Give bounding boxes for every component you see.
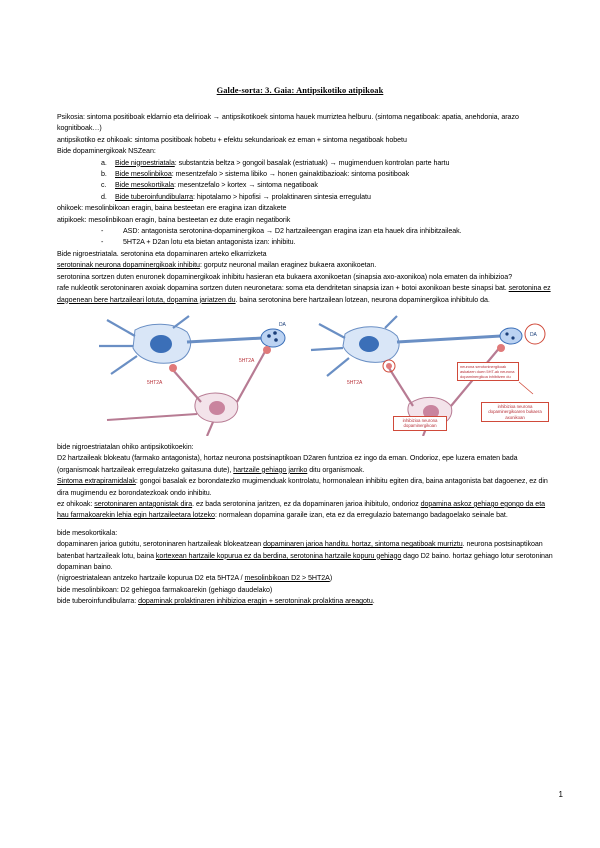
paragraph: bide tuberoinfundibularra: dopaminak prolaktinaren inhibizioa eragin + serotoninak prolaktina areagotu. bbox=[57, 597, 375, 606]
list-item: d. Bide tuberoinfundibularra: hipotalamo > hipofisi → prolaktinaren sintesia erregulatu bbox=[101, 192, 371, 201]
list-item: c. Bide mesokortikala: mesentzefalo > kortex → sintoma negatiboak bbox=[101, 181, 318, 190]
list-item-term: Bide nigroestriatala bbox=[115, 158, 175, 167]
neuron-figures bbox=[57, 306, 557, 442]
list-item: - ASD: antagonista serotonina-dopaminergikoa → D2 hartzaileengan eragina izan eta hauek dira inhibitzaileak. bbox=[101, 227, 462, 236]
label-5ht2a: 5HT2A bbox=[347, 379, 363, 386]
caption-box: inhibizioa neurona dopaminergikoaren bukaera axonikoan bbox=[481, 402, 549, 422]
paragraph: dopaminaren jarioa gutxitu, serotoninaren hartzaileak blokeatzean dopaminaren jarioa handitu. hortaz, sintoma negatiboak murriztu. neurona postsinaptikoan batenbat hartzaileak lotu, baina kortexean hartzaile kopurua ez da berdina, serotonina hartzaile kopuru gehiago dago D2 baino. hortaz gehiago lotur serotoninan dopaminan baino. bbox=[57, 540, 553, 571]
list-item: b. Bide mesolinbikoa: mesentzefalo > sistema libiko → honen gainaktibazioak: sintoma positiboak bbox=[101, 170, 410, 179]
list-item-term: Bide tuberoinfundibularra bbox=[115, 192, 194, 201]
paragraph: Sintoma extrapiramidalak: gongoi basalak ez borondatezko mugimenduak kontrolatu, hormonalean inhibitu egiten dira, baina antagonista bat dagoenez, ez din dira mugimendu ez borondatezkoak ondo inhibitu. bbox=[57, 477, 548, 497]
paragraph: (nigroestriatalean antzeko hartzaile kopurua D2 eta 5HT2A / mesolinbikoan D2 > 5HT2A) bbox=[57, 574, 333, 583]
caption-box: inhibizioa neurona dopaminergikoan bbox=[393, 416, 447, 431]
paragraph: D2 hartzaileak blokeatu (farmako antagonista), hortaz neurona postsinaptikoan D2aren funtzioa ez ingo da eman. Ondorioz, epe luzera ematen bada (organismoak hartzaileak erregulatzeko gaitasuna dute), hartzaile gehiago jarriko ditu organismoak. bbox=[57, 454, 518, 474]
paragraph: Psikosia: sintoma positiboak eldarnio eta delirioak → antipsikotikoek sintoma hauek murriztea helburu. (sintoma negatiboak: apatia, anehdonia, arazo kognitiboak…) bbox=[57, 113, 519, 133]
paragraph: serotoninak neurona dopaminergikoak inhibitu: gorputz neuronal mailan eraginez bukaera axonikoetan. bbox=[57, 261, 377, 270]
paragraph: Bide dopaminergikoak NSZean: bbox=[57, 147, 156, 156]
paragraph: antipsikotiko ez ohikoak: sintoma positiboak hobetu + efektu sekundarioak ez eman + sintoma negatiboak hobetu bbox=[57, 135, 407, 144]
list-item: - 5HT2A + D2an lotu eta bietan antagonista izan: inhibitu. bbox=[101, 238, 296, 247]
paragraph: bide nigroestriatalan ohiko antipsikotikoekin: bbox=[57, 442, 194, 451]
list-item: a. Bide nigroestriatala: substantzia beltza > gongoil basalak (estriatuak) → mugimenduen kontrolan parte hartu bbox=[101, 158, 450, 167]
list-item-term: Bide mesokortikala bbox=[115, 181, 175, 190]
paragraph: bide mesolinbikoan: D2 gehiegoa farmakoarekin (gehiago daudelako) bbox=[57, 585, 273, 594]
label-da: DA bbox=[530, 331, 537, 338]
page-title: Galde-sorta: 3. Gaia: Antipsikotiko atipikoak bbox=[216, 86, 384, 95]
paragraph: rafe nukleotik serotoninaren axoiak dopamina sortzen duten neuronetara: soma eta dendritetan sinapsia izan + botoi axonikoan beste sinapsi bat. serotonina ez dagoenean bere hartzaileari lotuta, dopamina jariatzen du. baina serotonina bere hartzailean lotzean, neurona dopaminergikoa inhibitulo da. bbox=[57, 284, 551, 304]
paragraph: ohikoek: mesolinbikoan eragin, baina besteetan ere eragina izan ditzakete bbox=[57, 204, 287, 213]
neuron-diagram-right bbox=[305, 310, 557, 436]
document-body bbox=[57, 112, 557, 608]
paragraph: atipikoek: mesolinbikoan eragin, baina besteetan ez dute eragin negatiborik bbox=[57, 215, 291, 224]
neuron-diagram-left bbox=[77, 310, 309, 436]
label-da: DA bbox=[279, 321, 286, 328]
label-5ht2a: 5HT2A bbox=[147, 379, 163, 386]
paragraph: ez ohikoak: serotoninaren antagonistak dira. ez bada serotonina jaritzen, ez da dopaminaren jarioa ihibitulo, ondorioz dopamina askoz gehiago egongo da eta hau farmakoarekin lehia egin hartzaileetara lotzeko: normalean dopamina garaile izan, eta ez da erregulazio batemango badagoelako seinale bat. bbox=[57, 499, 546, 520]
list-item-term: Bide mesolinbikoa bbox=[115, 170, 172, 179]
paragraph: Bide nigroestriatala. serotonina eta dopaminaren arteko elkarrizketa bbox=[57, 249, 267, 258]
page-number: 1 bbox=[558, 790, 563, 799]
annotation-box: neurona serotoninergikoak askatzen duen 5HT-ak neurona dopaminergikoa inhibitzen du bbox=[457, 362, 519, 381]
paragraph: bide mesokortikala: bbox=[57, 528, 118, 537]
paragraph: serotonina sortzen duten enuronek dopaminergikoak inhibitu hasieran eta bukaera axonikoetan (sinapsia axo-axonikoa) nola ematen da inhibizioa? bbox=[57, 272, 513, 281]
label-5ht2a: 5HT2A bbox=[239, 357, 255, 364]
